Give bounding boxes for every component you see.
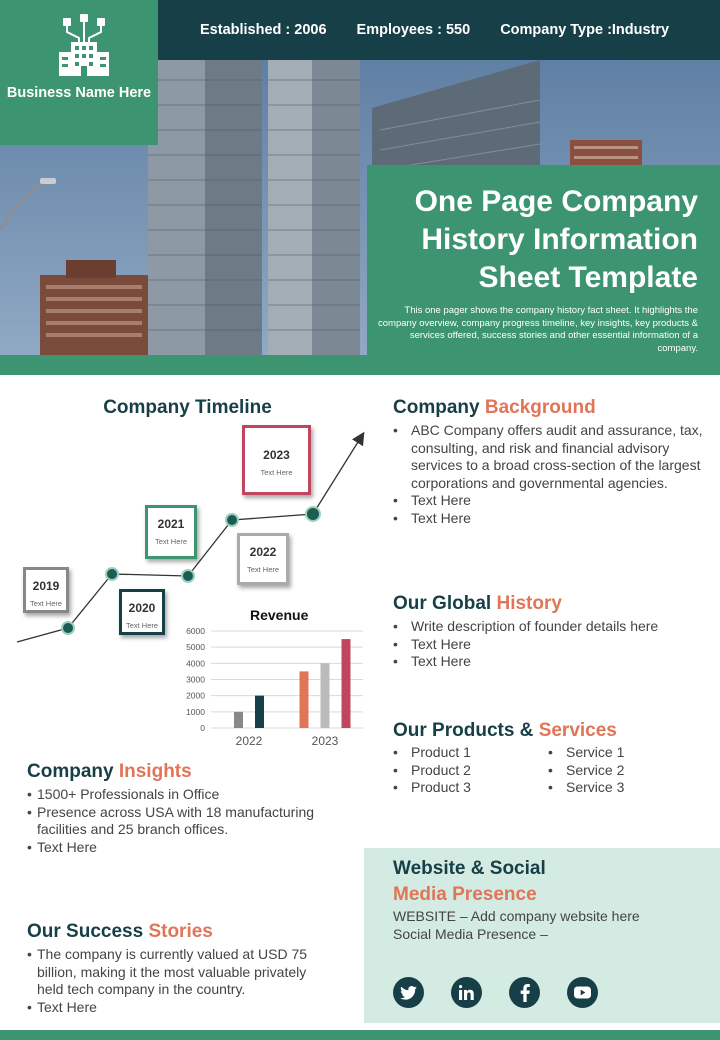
section-title <box>27 921 327 943</box>
website-social-box <box>364 848 720 1023</box>
timeline-dot <box>106 568 118 580</box>
title-accent: Services <box>538 720 617 741</box>
global-history-section <box>393 593 703 671</box>
twitter-icon[interactable] <box>393 977 424 1008</box>
title-part: Company <box>27 761 114 782</box>
revenue-bar <box>234 712 243 728</box>
y-tick-label: 6000 <box>186 626 205 636</box>
list-item: • Text Here <box>27 999 327 1017</box>
section-title <box>393 720 703 742</box>
list-item: • Product 1 <box>393 744 548 762</box>
web-title: Website & Social <box>393 858 546 879</box>
brand-box <box>0 0 158 145</box>
revenue-bar <box>255 696 264 728</box>
title-accent: Background <box>484 397 596 418</box>
revenue-bar <box>300 671 309 728</box>
list-item: • Text Here <box>393 636 703 654</box>
title-accent: Stories <box>148 921 213 942</box>
y-tick-label: 3000 <box>186 674 205 685</box>
timeline-title: Company Timeline <box>103 397 272 418</box>
milestone-year: 2023 <box>263 448 290 462</box>
title-part: Our Success <box>27 921 144 942</box>
facebook-icon[interactable] <box>509 977 540 1008</box>
website-text[interactable]: WEBSITE – Add company website here <box>393 908 640 924</box>
y-tick-label: 4000 <box>186 658 205 669</box>
revenue-chart <box>175 622 370 752</box>
products-list <box>393 744 548 797</box>
milestone-2020 <box>119 589 165 635</box>
title-part: Our Products & <box>393 720 534 741</box>
list-item: • Write description of founder details here <box>393 618 703 636</box>
list-item: • 1500+ Professionals in Office <box>27 786 327 804</box>
company-background-section <box>393 397 703 527</box>
social-icons <box>393 977 598 1008</box>
list-item: • Text Here <box>393 510 703 528</box>
list-item: • Service 3 <box>548 779 703 797</box>
milestone-2023 <box>242 425 311 495</box>
milestone-year: 2022 <box>249 545 277 559</box>
timeline-dot <box>306 507 320 521</box>
list-item: • ABC Company offers audit and assurance, tax, consulting, and risk and financial advisory services to a broad cross-section of the largest corporations and governmental agencies. <box>393 422 703 492</box>
page-subtitle: This one pager shows the company history fact sheet. It highlights the company overview, company progress timeline, key insights, key products & services offered, success stories and other essential information of a company. <box>378 305 698 354</box>
section-title <box>393 397 703 419</box>
revenue-bar <box>342 639 351 728</box>
business-name: Business Name Here <box>6 85 152 101</box>
services-list <box>548 744 703 797</box>
milestone-text: Text Here <box>246 565 280 574</box>
stories-list <box>27 946 327 1016</box>
milestone-text: Text Here <box>154 537 188 546</box>
milestone-2022 <box>237 533 289 585</box>
y-tick-label: 5000 <box>186 642 205 653</box>
x-tick-label: 2023 <box>311 734 339 748</box>
list-item: • Service 1 <box>548 744 703 762</box>
title-part: Company <box>393 397 480 418</box>
milestone-2019 <box>23 567 69 613</box>
milestone-text: Text Here <box>260 468 293 477</box>
established-fact: Established : 2006 <box>200 22 327 38</box>
y-tick-label: 0 <box>200 723 205 733</box>
revenue-bar <box>321 663 330 728</box>
title-box <box>367 165 720 355</box>
title-part: Our Global <box>393 593 492 614</box>
section-title <box>393 593 703 615</box>
timeline-dot <box>182 570 194 582</box>
chart-title: Revenue <box>250 607 309 623</box>
employees-fact: Employees : 550 <box>356 22 471 38</box>
y-tick-label: 2000 <box>186 690 205 701</box>
milestone-text: Text Here <box>29 599 63 608</box>
building-logo-icon <box>55 14 113 78</box>
milestone-text: Text Here <box>125 621 159 630</box>
web-title-accent: Media Presence <box>393 884 537 905</box>
divider-strip <box>0 355 720 375</box>
success-stories-section <box>27 921 327 1016</box>
y-tick-label: 1000 <box>186 706 205 717</box>
social-text: Social Media Presence – <box>393 925 548 942</box>
milestone-year: 2019 <box>32 579 60 593</box>
list-item: • Text Here <box>393 653 703 671</box>
list-item: • The company is currently valued at USD 75 billion, making it the most valuable privately held tech company in the country. <box>27 946 327 999</box>
products-services-section <box>393 720 703 797</box>
milestone-2021 <box>145 505 197 559</box>
bottom-bar <box>0 1030 720 1040</box>
background-list <box>393 422 703 527</box>
section-title <box>27 761 327 783</box>
youtube-icon[interactable] <box>567 977 598 1008</box>
company-facts <box>200 0 669 60</box>
company-insights-section <box>27 761 327 856</box>
list-item: • Text Here <box>393 492 703 510</box>
history-list <box>393 618 703 671</box>
timeline-dot <box>62 622 74 634</box>
list-item: • Service 2 <box>548 762 703 780</box>
timeline-dot <box>226 514 238 526</box>
milestone-year: 2020 <box>128 601 156 615</box>
list-item: • Presence across USA with 18 manufacturing facilities and 25 branch offices. <box>27 804 327 839</box>
page-title: One Page Company History Information Sheet Template <box>414 185 698 294</box>
insights-list <box>27 786 327 856</box>
list-item: • Product 2 <box>393 762 548 780</box>
milestone-year: 2021 <box>157 517 185 531</box>
linkedin-icon[interactable] <box>451 977 482 1008</box>
list-item: • Product 3 <box>393 779 548 797</box>
x-tick-label: 2022 <box>235 734 263 748</box>
title-accent: History <box>496 593 562 614</box>
list-item: • Text Here <box>27 839 327 857</box>
title-accent: Insights <box>118 761 192 782</box>
company-type-fact: Company Type :Industry <box>500 22 670 38</box>
